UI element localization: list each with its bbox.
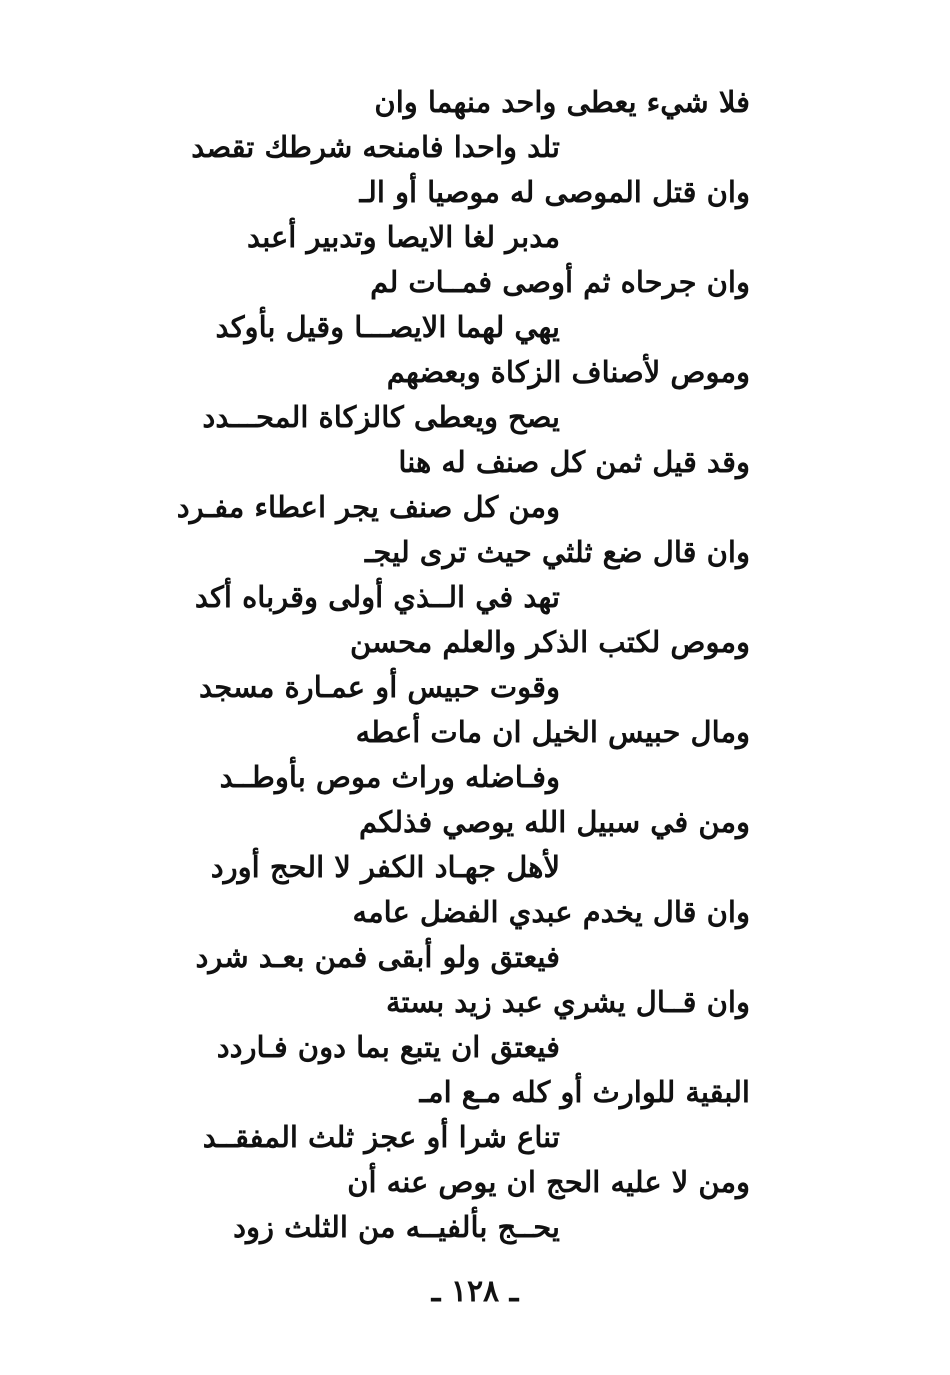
- verse-line-17: ومن في سبيل الله يوصي فذلكم: [358, 805, 750, 839]
- page-number: ـ ١٢٨ ـ: [431, 1274, 519, 1309]
- verse-line-11: وان قال ضع ثلثي حيث ترى ليجـ: [364, 535, 750, 569]
- verse-line-25: ومن لا عليه الحج ان يوص عنه أن: [347, 1165, 750, 1199]
- verse-line-8: يصح ويعطى كالزكاة المحـــدد: [202, 400, 560, 434]
- verse-line-18: لأهل جهـاد الكفر لا الحج أورد: [210, 850, 560, 884]
- verse-line-7: وموص لأصناف الزكاة وبعضهم: [386, 355, 750, 389]
- verse-line-12: تهد في الــذي أولى وقرباه أكد: [194, 580, 560, 614]
- verse-line-1: فلا شيء يعطى واحد منهما وان: [374, 85, 750, 119]
- verse-line-24: تناع شرا أو عجز ثلث المفقــد: [202, 1120, 560, 1154]
- verse-line-10: ومن كل صنف يجر اعطاء مفـرد: [176, 490, 560, 524]
- verse-line-6: يهي لهما الايصـــا وقيل بأوكد: [215, 310, 560, 344]
- verse-line-21: وان قــال يشري عبد زيد بستة: [385, 985, 750, 1019]
- verse-line-2: تلد واحدا فامنحه شرطك تقصد: [191, 130, 560, 164]
- verse-line-4: مدبر لغا الايصا وتدبير أعبد: [247, 220, 560, 254]
- verse-line-19: وان قال يخدم عبدي الفضل عامه: [352, 895, 750, 929]
- verse-line-3: وان قتل الموصى له موصيا أو الـ: [359, 175, 750, 209]
- verse-line-14: وقوت حبيس أو عمـارة مسجد: [199, 670, 560, 704]
- verse-line-9: وقد قيل ثمن كل صنف له هنا: [398, 445, 750, 479]
- verse-line-5: وان جرحاه ثم أوصى فمــات لم: [370, 265, 750, 299]
- verse-line-16: وفـاضله وراث موص بأوطــد: [219, 760, 560, 794]
- verse-line-22: فيعتق ان يتبع بما دون فـاردد: [216, 1030, 560, 1064]
- verse-line-23: البقية للوارث أو كله مـع امـ: [419, 1075, 750, 1109]
- verse-line-20: فيعتق ولو أبقى فمن بعـد شرد: [195, 940, 560, 974]
- verse-line-15: ومال حبيس الخيل ان مات أعطه: [355, 715, 750, 749]
- verse-line-26: يحــج بألفيــه من الثلث زود: [233, 1210, 560, 1244]
- verse-line-13: وموص لكتب الذكر والعلم محسن: [350, 625, 750, 659]
